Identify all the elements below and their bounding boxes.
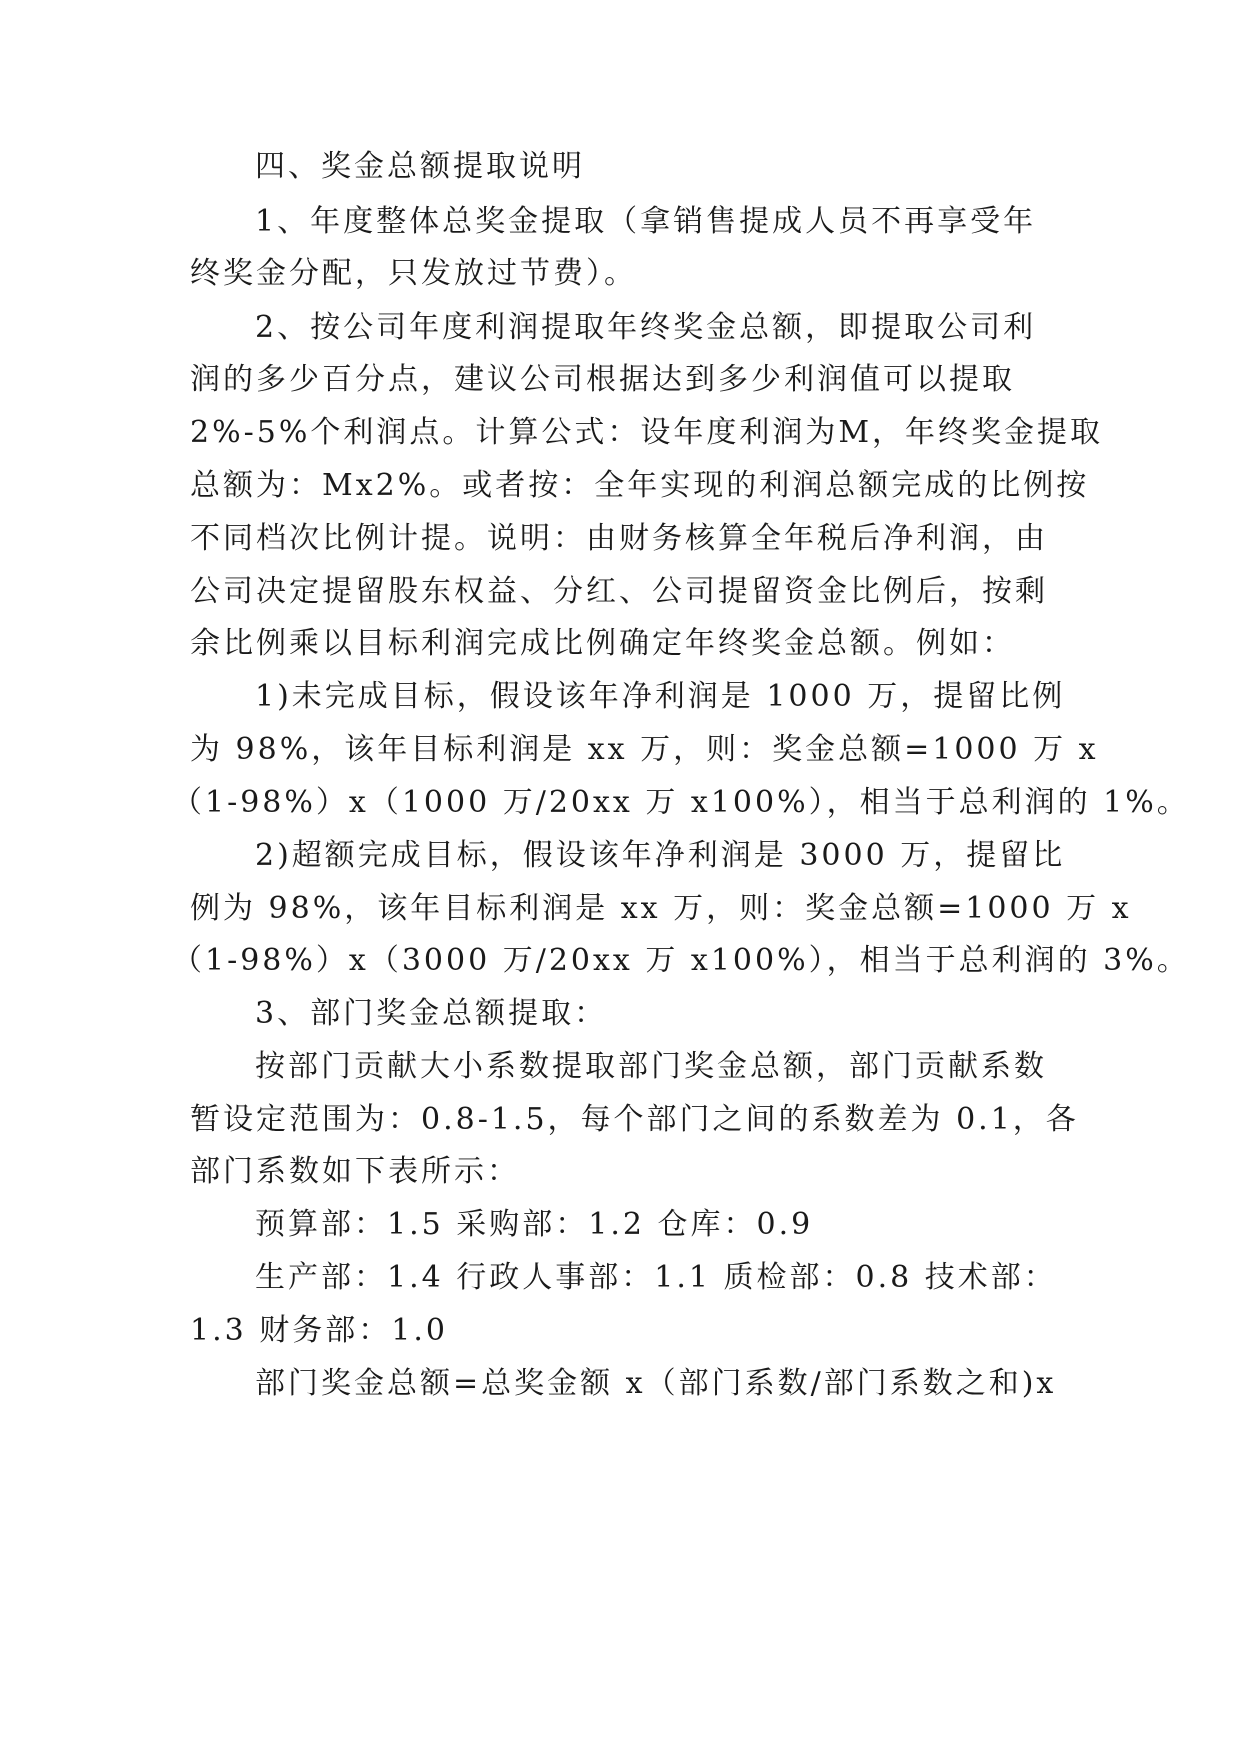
paragraph-line: 按部门贡献大小系数提取部门奖金总额，部门贡献系数 xyxy=(255,1049,1047,1084)
paragraph-line: 2、按公司年度利润提取年终奖金总额，即提取公司利 xyxy=(255,310,1037,345)
paragraph-line: 1)未完成目标，假设该年净利润是 1000 万，提留比例 xyxy=(255,679,1066,714)
paragraph-line: （1-98%）x（1000 万/20xx 万 x100%），相当于总利润的 1%。 xyxy=(172,785,1190,820)
paragraph-line: 例为 98%，该年目标利润是 xx 万，则：奖金总额=1000 万 x xyxy=(190,891,1132,926)
paragraph-line: 部门系数如下表所示： xyxy=(190,1154,520,1189)
paragraph-line: 为 98%，该年目标利润是 xx 万，则：奖金总额=1000 万 x xyxy=(190,732,1099,767)
paragraph-line: 2)超额完成目标，假设该年净利润是 3000 万，提留比 xyxy=(255,838,1066,873)
paragraph-line: 润的多少百分点，建议公司根据达到多少利润值可以提取 xyxy=(190,362,1015,397)
paragraph-line: 生产部：1.4 行政人事部：1.1 质检部：0.8 技术部： xyxy=(255,1260,1057,1295)
paragraph-line: 公司决定提留股东权益、分红、公司提留资金比例后，按剩 xyxy=(190,574,1048,609)
paragraph-line: 2%-5%个利润点。计算公式：设年度利润为M，年终奖金提取 xyxy=(190,415,1104,450)
paragraph-line: 终奖金分配，只发放过节费）。 xyxy=(190,256,637,291)
paragraph-line: 不同档次比例计提。说明：由财务核算全年税后净利润，由 xyxy=(190,521,1048,556)
paragraph-line: 3、部门奖金总额提取： xyxy=(255,996,608,1031)
paragraph-line: （1-98%）x（3000 万/20xx 万 x100%），相当于总利润的 3%。 xyxy=(172,943,1190,978)
paragraph-line: 余比例乘以目标利润完成比例确定年终奖金总额。例如： xyxy=(190,626,1015,661)
paragraph-line: 暂设定范围为：0.8-1.5，每个部门之间的系数差为 0.1，各 xyxy=(190,1102,1079,1137)
paragraph-line: 预算部：1.5 采购部：1.2 仓库：0.9 xyxy=(255,1207,814,1242)
paragraph-line: 1、年度整体总奖金提取（拿销售提成人员不再享受年 xyxy=(255,204,1037,239)
paragraph-line: 部门奖金总额=总奖金额 x（部门系数/部门系数之和)x xyxy=(255,1366,1057,1401)
paragraph-line: 总额为：Mx2%。或者按：全年实现的利润总额完成的比例按 xyxy=(190,468,1090,503)
section-heading: 四、奖金总额提取说明 xyxy=(255,149,585,184)
paragraph-line: 1.3 财务部：1.0 xyxy=(190,1313,448,1348)
